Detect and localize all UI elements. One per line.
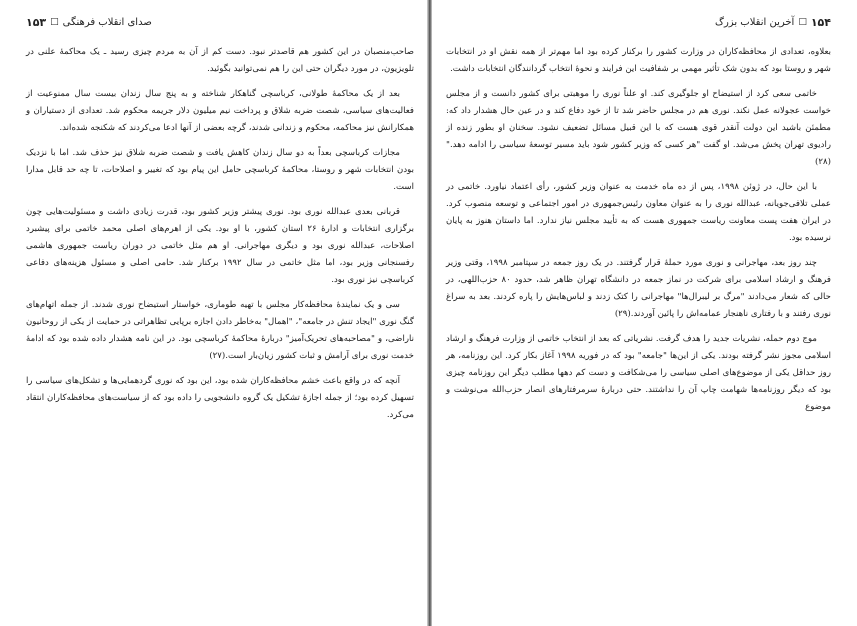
right-page [432, 0, 857, 626]
left-body-text [26, 44, 414, 424]
paragraph: بعلاوه، تعدادی از محافظه‌کاران در وزارت کشور را برکنار کرده بود اما مهم‌تر از همه نقش او در انتخابات شهر و روستا بود که بدون شک تأثیر مهمی بر شفافیت این فرایند و نحوهٔ انتخاب گردانندگان انتخابات داشت. [446, 47, 831, 74]
paragraph: بعد از یک محاکمهٔ طولانی، کرباسچی گناهکار شناخته و به پنج سال زندان بیست سال ممنوعیت از فعالیت‌های سیاسی، شصت ضربه شلاق و پرداخت نیم میلیون دلار جریمه محکوم شد. تعدادی از دستیاران و همکارانش نیز محاکمه، محکوم و زندانی شدند، گرچه بعضی از آنها ادعا می‌کردند که شکنجه شده‌اند. [26, 89, 414, 133]
left-running-head [26, 14, 414, 30]
paragraph: سی و یک نمایندهٔ محافظه‌کار مجلس با تهیه طوماری، خواستار استیضاح نوری شدند. از جمله اتهام‌های گنگ نوری "ایجاد تنش در جامعه"، "اهمال" به‌خاطر دادن اجازه برپایی تظاهراتی در حمایت از یکی از روحانیون ناراضی، و "مصاحبه‌های تحریک‌آمیز" دربارهٔ محاکمهٔ کرباسچی بود. در این نامه هشدار داده شده بود که ادامهٔ خدمت نوری برای آرامش و ثبات کشور زیان‌بار است.(۲۷) [26, 300, 414, 361]
right-running-head [446, 14, 831, 30]
paragraph: با این حال، در ژوئن ۱۹۹۸، پس از ده ماه خدمت به عنوان وزیر کشور، رأی اعتماد نیاورد. خاتمی در عملی تلافی‌جویانه، عبدالله نوری را به عنوان معاون رئیس‌جمهوری در امور اجتماعی و توسعه منصوب کرد. در ایران هفت پست معاونت ریاست جمهوری هست که به تأیید مجلس نیاز ندارد. اما داستان هنوز به پایان نرسیده بود. [446, 182, 831, 243]
right-body-text [446, 44, 831, 416]
paragraph: خاتمی سعی کرد از استیضاح او جلوگیری کند. او علناً نوری را موهبتی برای کشور دانست و از مجلس خواست عجولانه عمل نکند. نوری هم در مجلس حاضر شد تا از خود دفاع کند و در عین حال هشدار داد که: مطمئن باشید این دولت آنقدر قوی هست که با این قبیل مسائل تضعیف نشود. سخنان او بطور زنده از رادیوی تهران پخش می‌شد. او گفت "هر کسی که وزیر کشور شود باید مسیر توسعهٔ سیاسی را ادامه دهد."(۲۸) [446, 89, 831, 167]
right-header-separator: □ [798, 17, 807, 27]
left-page-number: ۱۵۳ [26, 15, 47, 29]
right-header-title: آخرین انقلاب بزرگ [715, 16, 795, 28]
right-page-number: ۱۵۴ [810, 15, 831, 29]
paragraph: قربانی بعدی عبدالله نوری بود. نوری پیشتر وزیر کشور بود، قدرت زیادی داشت و مسئولیت‌هایی چون برگزاری انتخابات و ادارهٔ ۲۶ استان کشور، با او بود. یکی از اهرم‌های اصلی محمد خاتمی برای پیشبرد اصلاحات، عبدالله نوری بود و دیگری مهاجرانی. او هم مثل خاتمی در دوران ریاست جمهوری هاشمی رفسنجانی وزیر بود، اما مثل خاتمی در سال ۱۹۹۲ برکنار شد. حامی اصلی و مسئول هزینه‌های دفاعی کرباسچی نیز نوری بود. [26, 207, 415, 285]
paragraph: صاحب‌منصبان در این کشور هم قاصدتر نبود. دست کم از آن به مردم چیزی رسید ـ یک محاکمهٔ علنی در تلویزیون، در مورد دیگران حتی این را هم نمی‌توانید بگوئید. [26, 47, 414, 74]
paragraph: مجازات کرباسچی بعداً به دو سال زندان کاهش یافت و شصت ضربه شلاق نیز حذف شد. اما با نزدیک بودن انتخابات شهر و روستا، محاکمهٔ کرباسچی حامل این پیام بود که تغییر و اصلاحات، تا چه حد قابل مدارا است. [26, 148, 414, 192]
left-page [0, 0, 428, 626]
left-header-separator: □ [50, 17, 59, 27]
paragraph: چند روز بعد، مهاجرانی و نوری مورد حملهٔ قرار گرفتند. در یک روز جمعه در سپتامبر ۱۹۹۸، وقتی وزیر فرهنگ و ارشاد اسلامی برای شرکت در نماز جمعه در دانشگاه تهران ظاهر شد، حدود ۸۰ حزب‌اللهی، در حالی که شعار می‌دادند "مرگ بر لیبرال‌ها" مهاجرانی را کتک زدند و لباس‌هایش را پاره کردند. بعد به سراغ نوری رفتند و با رفتاری ناهنجار عمامه‌اش را پائین آوردند.(۲۹) [446, 258, 831, 319]
paragraph: موج دوم حمله، نشریات جدید را هدف گرفت. نشریاتی که بعد از انتخاب خاتمی از وزارت فرهنگ و ارشاد اسلامی مجوز نشر گرفته بودند. یکی از این‌ها "جامعه" بود که در فوریه ۱۹۹۸ آغاز بکار کرد. این روزنامه، هر روز حداقل یکی از موضوع‌های اصلی سیاسی را می‌شکافت و دست کم دهها مطلب دیگر این روزنامه چیزی بود که دیگر روزنامه‌ها شهامت چاپ آن را نداشتند. حتی دربارهٔ سرمرفتارهای انصار حزب‌الله می‌نوشت و موضوع [446, 334, 831, 412]
paragraph: آنچه که در واقع باعث خشم محافظه‌کاران شده بود، این بود که نوری گردهمایی‌ها و تشکل‌های سیاسی را تسهیل کرده بود؛ از جمله اجازهٔ تشکیل یک گروه دانشجویی را داده بود که از سیاست‌های محافظه‌کاران انتقاد می‌کرد. [26, 376, 414, 420]
left-header-title: صدای انقلاب فرهنگی [62, 16, 152, 28]
